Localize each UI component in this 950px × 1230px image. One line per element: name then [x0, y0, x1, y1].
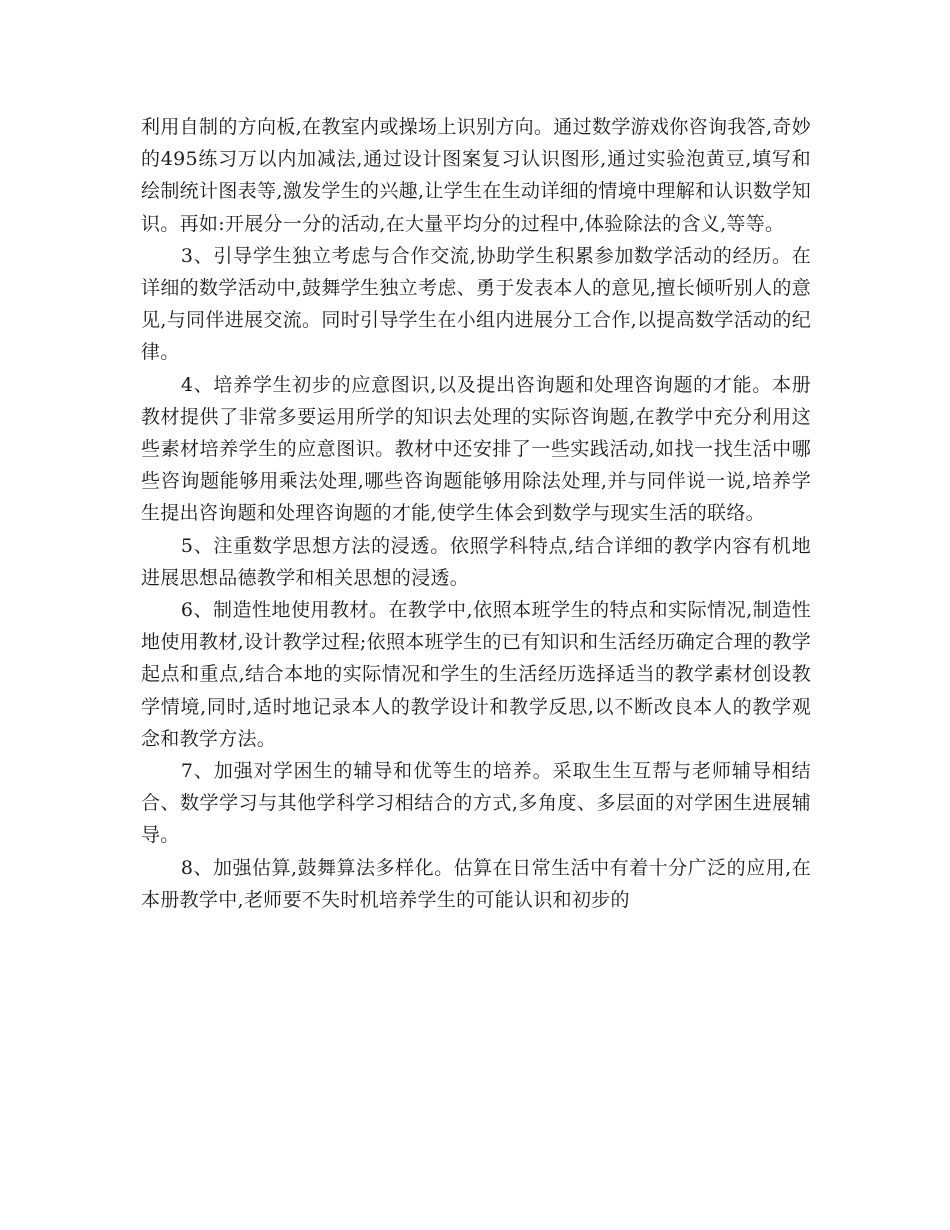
paragraph-item-4: 4、培养学生初步的应意图识,以及提出咨询题和处理咨询题的才能。本册教材提供了非常多要运用所学的知识去处理的实际咨询题,在教学中充分利用这些素材培养学生的应意图识。教材中还安排了一些实践活动,如找一找生活中哪些咨询题能够用乘法处理,哪些咨询题能够用除法处理,并与同伴说一说,培养学生提出咨询题和处理咨询题的才能,使学生体会到数学与现实生活的联络。 — [141, 373, 811, 525]
paragraph-item-6: 6、制造性地使用教材。在教学中,依照本班学生的特点和实际情况,制造性地使用教材,设计教学过程;依照本班学生的已有知识和生活经历确定合理的教学起点和重点,结合本地的实际情况和学生的生活经历选择适当的教学素材创设教学情境,同时,适时地记录本人的教学设计和教学反思,以不断改良本人的教学观念和教学方法。 — [141, 599, 811, 750]
document-body — [141, 111, 811, 916]
paragraph-item-7: 7、加强对学困生的辅导和优等生的培养。采取生生互帮与老师辅导相结合、数学学习与其他学科学习相结合的方式,多角度、多层面的对学困生进展辅导。 — [141, 760, 811, 847]
paragraph-item-8: 8、加强估算,鼓舞算法多样化。估算在日常生活中有着十分广泛的应用,在本册教学中,老师要不失时机培养学生的可能认识和初步的 — [141, 856, 811, 911]
paragraph-continued: 利用自制的方向板,在教室内或操场上识别方向。通过数学游戏你咨询我答,奇妙的495练习万以内加减法,通过设计图案复习认识图形,通过实验泡黄豆,填写和绘制统计图表等,激发学生的兴趣,让学生在生动详细的情境中理解和认识数学知识。再如:开展分一分的活动,在大量平均分的过程中,体验除法的含义,等等。 — [141, 116, 811, 235]
paragraph-item-3: 3、引导学生独立考虑与合作交流,协助学生积累参加数学活动的经历。在详细的数学活动中,鼓舞学生独立考虑、勇于发表本人的意见,擅长倾听别人的意见,与同伴进展交流。同时引导学生在小组内进展分工合作,以提高数学活动的纪律。 — [141, 244, 811, 364]
paragraph-item-5: 5、注重数学思想方法的浸透。依照学科特点,结合详细的教学内容有机地进展思想品德教学和相关思想的浸透。 — [141, 534, 811, 589]
